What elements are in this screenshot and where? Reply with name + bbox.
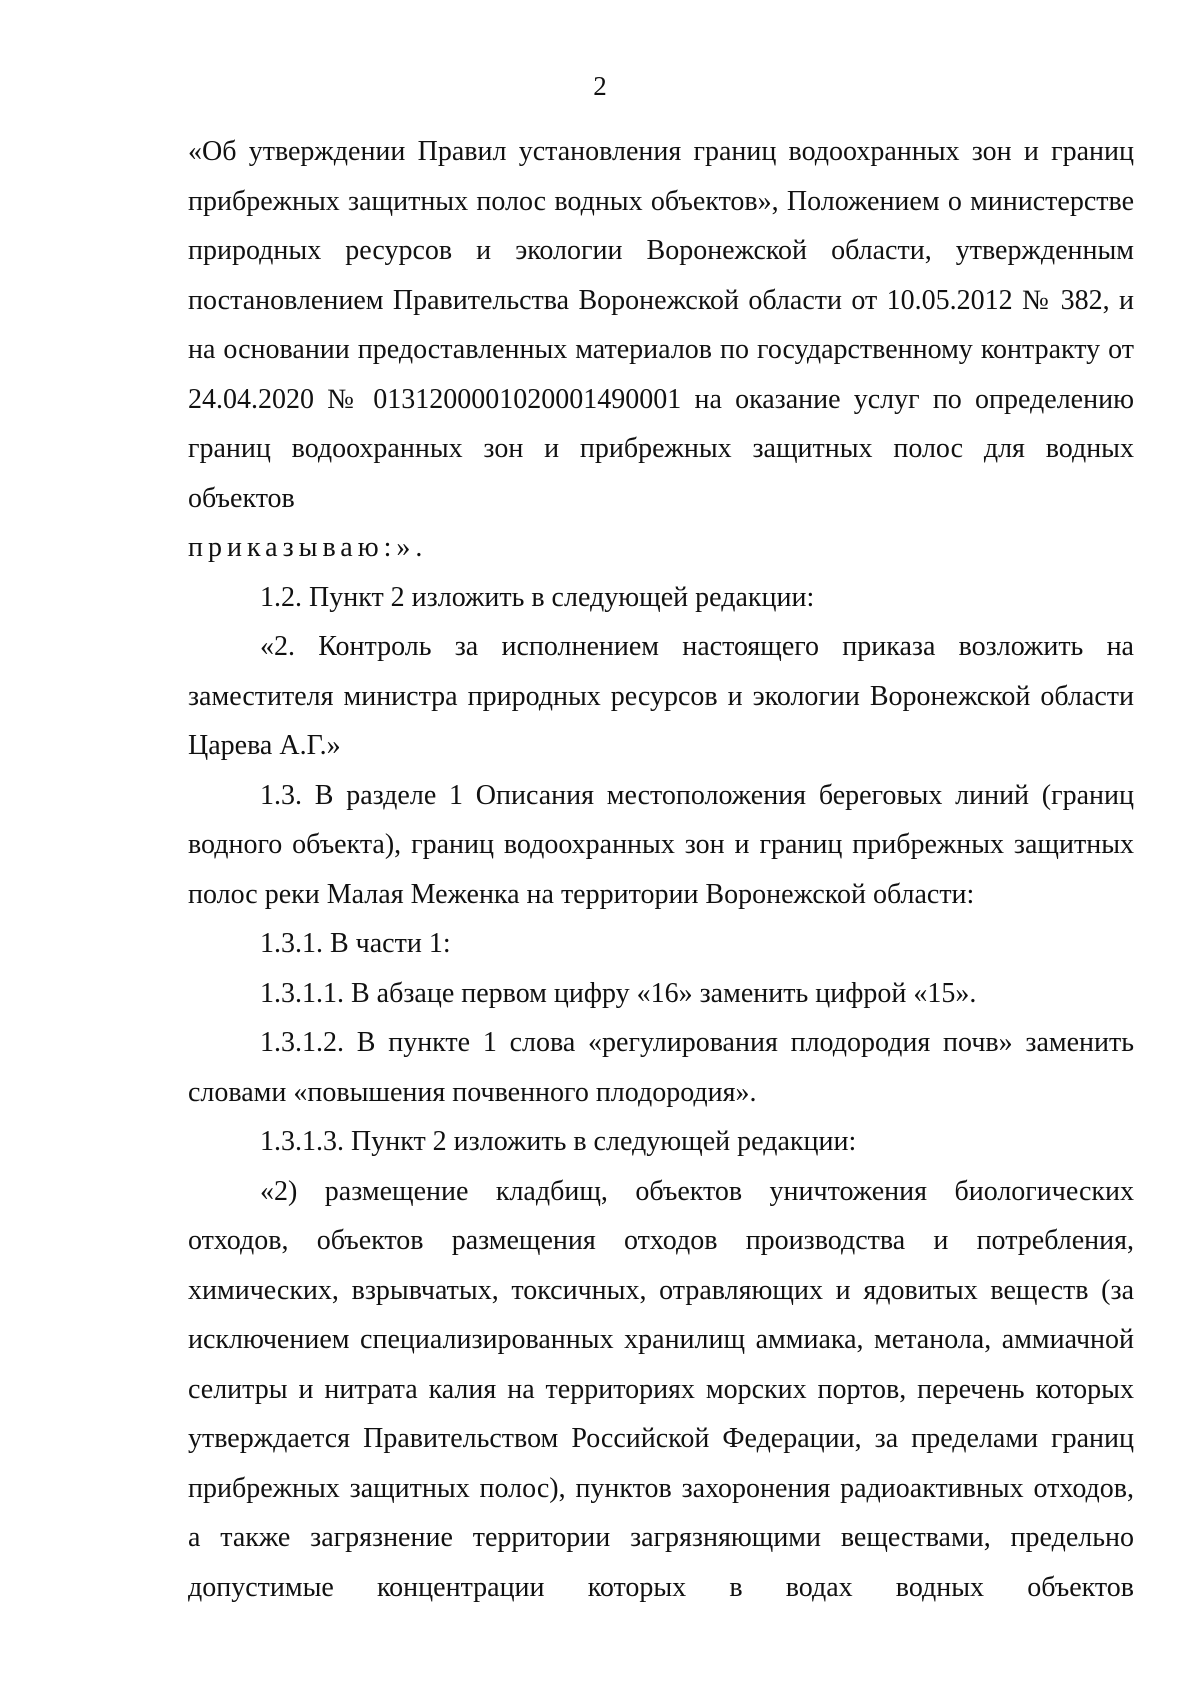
paragraph-item-1-3-1-2: 1.3.1.2. В пункте 1 слова «регулирования плодородия почв» заменить словами «повышения почвенного плодородия». <box>188 1027 1134 1108</box>
paragraph-item-1-2: 1.2. Пункт 2 изложить в следующей редакции: <box>260 581 815 613</box>
paragraph-preamble-continuation: «Об утверждении Правил установления границ водоохранных зон и границ прибрежных защитных полос водных объектов», Положением о министерстве природных ресурсов и экологии Воронежской области, утвержденным постановлением Правительства Воронежской области от 10.05.2012 № 382, и на основании предоставленных материалов по государственному контракту от 24.04.2020 № 0131200001020001490001 на оказание услуг по определению границ водоохранных зон и прибрежных защитных полос для водных объектов <box>188 136 1134 514</box>
paragraph-order-word: приказываю:». <box>188 532 428 563</box>
paragraph-item-1-3-1: 1.3.1. В части 1: <box>260 928 451 959</box>
paragraph-item-1-3-1-1: 1.3.1.1. В абзаце первом цифру «16» заменить цифрой «15». <box>260 977 977 1009</box>
document-body <box>188 127 1134 1612</box>
paragraph-item-1-3: 1.3. В разделе 1 Описания местоположения береговых линий (границ водного объекта), границ водоохранных зон и границ прибрежных защитных полос реки Малая Меженка на территории Воронежской области: <box>188 779 1134 910</box>
page-number: 2 <box>593 71 607 101</box>
paragraph-item-1-3-1-3: 1.3.1.3. Пункт 2 изложить в следующей редакции: <box>260 1126 857 1157</box>
paragraph-item-2-placement: «2) размещение кладбищ, объектов уничтожения биологических отходов, объектов размещения отходов производства и потребления, химических, взрывчатых, токсичных, отравляющих и ядовитых веществ (за исключением специализированных хранилищ аммиака, метанола, аммиачной селитры и нитрата калия на территориях морских портов, перечень которых утверждается Правительством Российской Федерации, за пределами границ прибрежных защитных полос), пунктов захоронения радиоактивных отходов, а также загрязнение территории загрязняющими веществами, предельно допустимые концентрации которых в водах водных объектов <box>188 1175 1134 1603</box>
paragraph-control-clause: «2. Контроль за исполнением настоящего приказа возложить на заместителя министра природных ресурсов и экологии Воронежской области Царева А.Г.» <box>188 631 1134 761</box>
